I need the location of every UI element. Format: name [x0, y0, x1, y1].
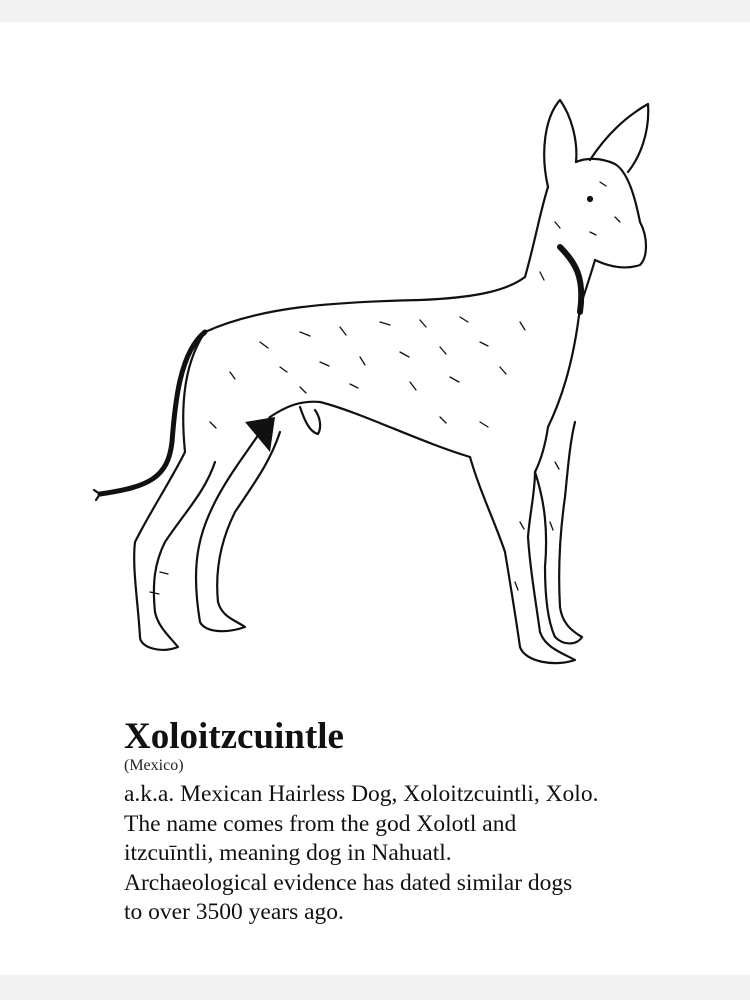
- description-line: The name comes from the god Xolotl and: [124, 810, 517, 837]
- description-line: Archaeological evidence has dated similar dogs: [124, 869, 573, 896]
- print-card: [0, 22, 750, 975]
- breed-origin: (Mexico): [124, 757, 184, 774]
- description-line: a.k.a. Mexican Hairless Dog, Xoloitzcuintli, Xolo.: [124, 781, 599, 807]
- breed-title: Xoloitzcuintle: [124, 716, 344, 757]
- description-line: itzcuīntli, meaning dog in Nahuatl.: [124, 840, 452, 866]
- breed-description: [124, 780, 684, 928]
- description-line: to over 3500 years ago.: [124, 899, 344, 925]
- dog-illustration: [0, 22, 750, 722]
